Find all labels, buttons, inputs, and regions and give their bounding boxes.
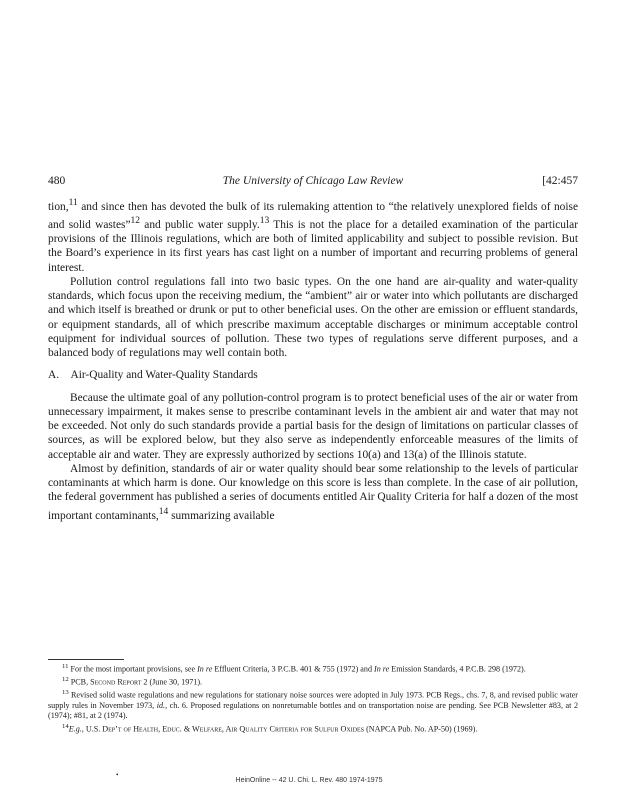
paragraph-4 (48, 462, 578, 523)
footnote-number: 12 (62, 675, 69, 683)
body-text (48, 196, 578, 523)
footnote-13 (48, 688, 578, 722)
footnote-12 (48, 675, 578, 688)
text-run: This is not the place for a detailed examination of the particular provisions of the Illinois regulations, which are both of limited applicability and subject to possible revision. But the Board’s experience in its first years has cast light on a number of important and recurring problems of general interest. (48, 218, 579, 274)
footer-bullet: • (116, 771, 119, 779)
footnote-number: 13 (62, 688, 69, 696)
section-heading: A. Air-Quality and Water-Quality Standards (48, 369, 258, 382)
footnote-ref: 13 (259, 216, 270, 227)
text-run: Second Report (90, 677, 142, 687)
text-run: For the most important provisions, see (68, 664, 198, 674)
text-run: Effluent Criteria, 3 P.C.B. 401 & 755 (1972) and (212, 664, 375, 674)
text-run: U.S. (83, 724, 103, 734)
footnote-ref: 12 (130, 216, 141, 227)
text-run: PCB, (68, 677, 91, 687)
footnote-ref: 11 (68, 198, 78, 208)
text-run: (NAPCA Pub. No. AP-50) (1969). (364, 724, 478, 734)
footnote-number: 14 (62, 722, 69, 730)
footnote-number: 11 (62, 663, 69, 670)
footnote-11 (48, 662, 578, 675)
paragraph-2: Pollution control regulations fall into two basic types. On the one hand are air-quality and water-quality standards, which focus upon the receiving medium, the “ambient” air or water into which pollutants are discharged and which itself is breathed or drunk or put to other beneficial uses. On the other are emission or effluent standards, or equipment standards, all of which prescribe maximum acceptable discharges or minimum acceptable control equipment for individual sources of pollution. These two types of regulations serve different purposes, and a balanced body of regulations may well contain both. (48, 275, 578, 360)
footnotes (48, 662, 578, 735)
footnote-ref: 14 (158, 506, 169, 517)
text-run: In re (374, 664, 390, 674)
footnote-divider (48, 659, 124, 660)
text-run: 2 (June 30, 1971). (141, 677, 203, 687)
journal-title: The University of Chicago Law Review (222, 175, 404, 187)
text-run: Revised solid waste regulations and new regulations for stationary noise sources were adopted in July 1973. PCB Regs., chs. 7, 8, and revised public water supply rules in November 1973, (48, 690, 578, 710)
text-run: Emission Standards, 4 P.C.B. 298 (1972). (389, 664, 526, 674)
text-run: tion, (48, 200, 69, 213)
text-run: and since then has devoted the bulk of its rulemaking attention to “the relatively unexplored fields of noise and solid wastes” (48, 200, 578, 231)
page-number: 480 (48, 175, 66, 187)
text-run: E.g., (68, 724, 84, 734)
running-header (48, 175, 578, 191)
text-run: In re (197, 664, 213, 674)
paragraph-1 (48, 196, 578, 275)
text-run: id. (156, 700, 166, 710)
text-run: , ch. 6. Proposed regulations on nonreturnable bottles and on transportation noise are pending. See PCB Newsletter #83, at 2 (1974); #81, at 2 (1974). (48, 700, 578, 721)
paragraph-3: Because the ultimate goal of any pollution-control program is to protect beneficial uses of the air or water from unnecessary impairment, it makes sense to prescribe contaminant levels in the ambient air and water that may not be exceeded. Not only do such standards provide a partial basis for the design of limitations on particular classes of sources, as will be explored below, but they also serve as independently enforceable measures of the limits of acceptable air and water. They are expressly authorized by sections 10(a) and 13(a) of the Illinois statute. (48, 391, 578, 461)
footnote-14 (48, 722, 578, 735)
text-run: Dep’t of Health, Educ. & Welfare, Air Quality Criteria for Sulfur Oxides (102, 724, 365, 734)
text-run: summarizing available (168, 509, 275, 522)
heinonline-footer: HeinOnline -- 42 U. Chi. L. Rev. 480 1974-1975 (235, 777, 383, 784)
text-run: Almost by definition, standards of air or water quality should bear some relationship to the levels of particular contaminants at which harm is done. Our knowledge on this score is less than complete. In the case of air pollution, the federal government has published a series of documents entitled Air Quality Criteria for half a dozen of the most important contaminants, (48, 462, 578, 522)
text-run: and public water supply. (140, 218, 260, 231)
volume-citation: [42:457 (542, 175, 578, 187)
